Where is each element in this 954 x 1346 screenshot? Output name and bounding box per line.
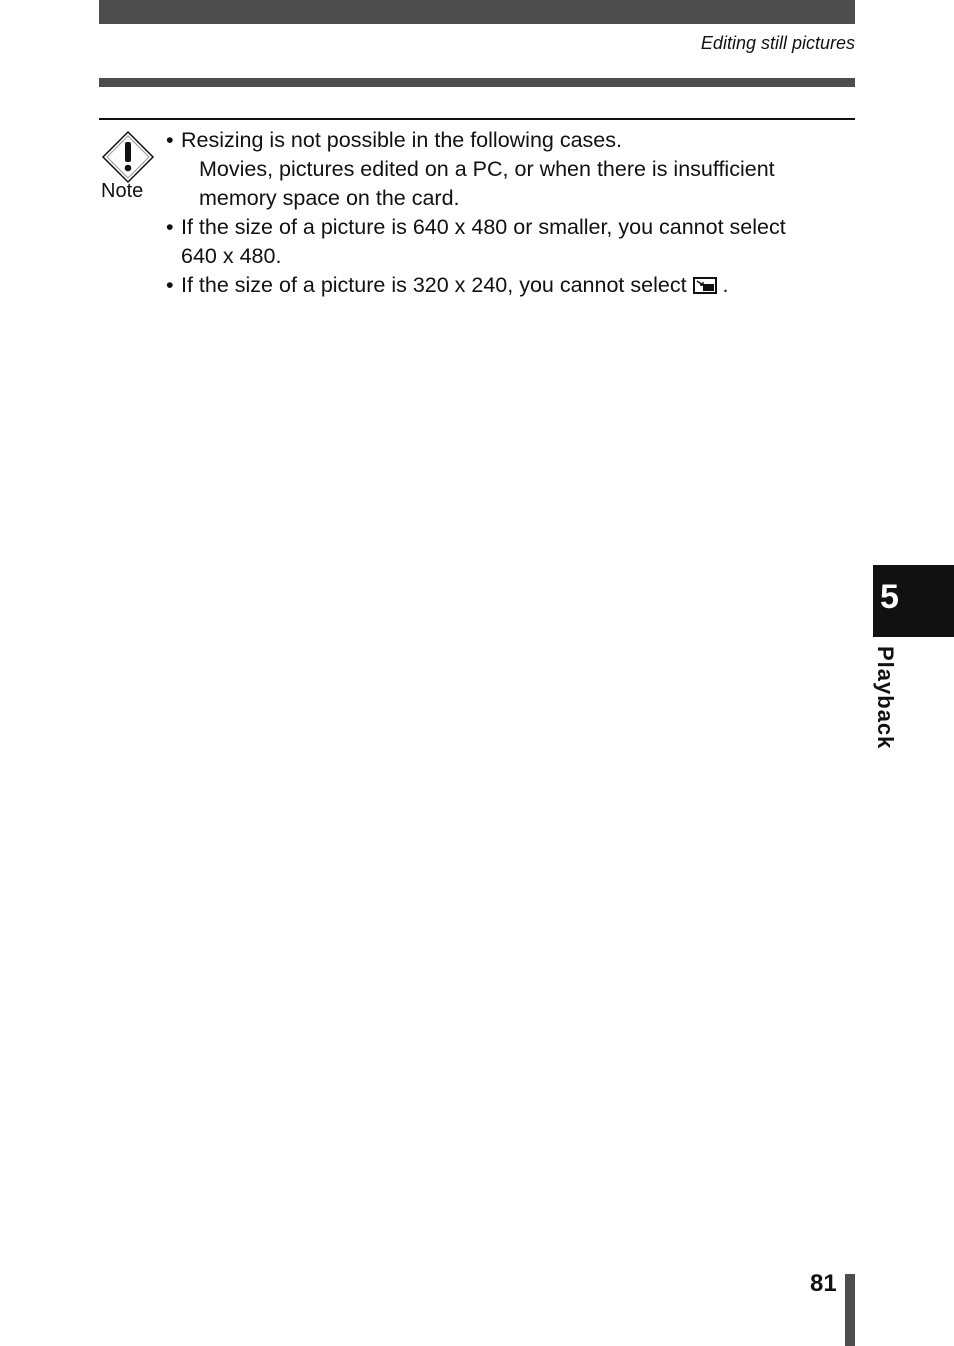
note-body [166, 126, 846, 300]
note-item [166, 126, 846, 213]
note-item-text: 640 x 480. [181, 244, 282, 268]
exclamation-diamond-icon [101, 130, 155, 184]
note-divider [99, 118, 855, 120]
note-item-subtext: Movies, pictures edited on a PC, or when there is insufficient [199, 157, 775, 181]
running-head-title: Editing still pictures [700, 33, 855, 53]
note-item [166, 271, 846, 300]
note-item-text: If the size of a picture is 320 x 240, you cannot select [181, 273, 687, 297]
header-rule [99, 78, 855, 87]
note-item [166, 213, 846, 271]
note-label: Note [101, 180, 144, 202]
note-item-text: . [722, 273, 729, 297]
chapter-number: 5 [880, 578, 899, 616]
top-header-bar [99, 0, 855, 24]
note-item-subtext: memory space on the card. [199, 186, 460, 210]
note-item-text: • Resizing is not possible in the following cases. [181, 128, 622, 152]
note-item-text: • If the size of a picture is 640 x 480 or smaller, you cannot select [181, 215, 786, 239]
page-number-bar [845, 1274, 855, 1346]
chapter-label: Playback [873, 646, 898, 750]
page-number: 81 [810, 1270, 837, 1297]
small-image-size-icon [693, 277, 717, 294]
